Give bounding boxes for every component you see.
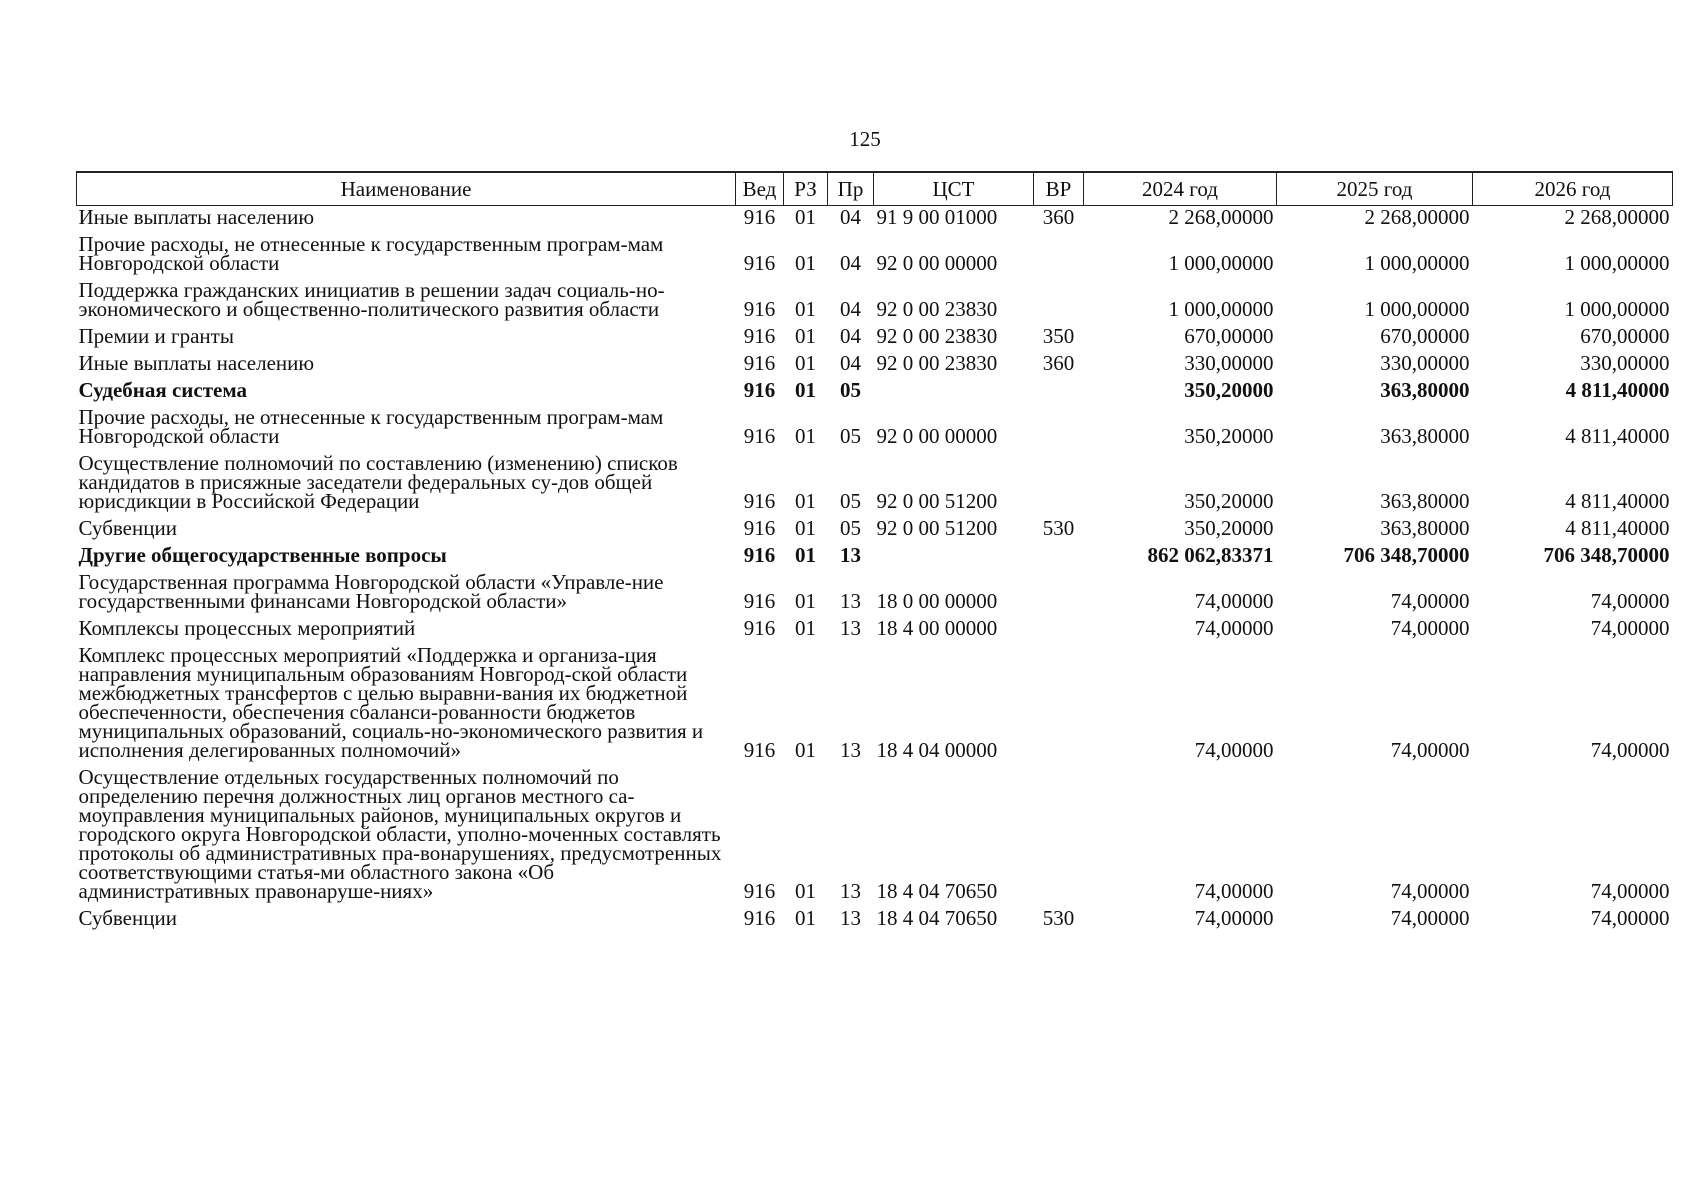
row-name: Прочие расходы, не отнесенные к государственным програм-мам Новгородской области	[78, 232, 664, 275]
header-2024: 2024 год	[1084, 172, 1277, 206]
row-2024: 350,20000	[1184, 489, 1274, 513]
table-row	[77, 617, 1673, 644]
row-cst: 92 0 00 23830	[876, 297, 998, 321]
row-vr	[1034, 279, 1084, 325]
row-pr: 13	[840, 616, 861, 640]
row-ved: 916	[743, 297, 776, 321]
row-pr: 13	[840, 543, 861, 567]
row-ved: 916	[743, 424, 776, 448]
row-rz: 01	[795, 906, 816, 930]
row-vr: 350	[1042, 324, 1075, 348]
row-2024: 862 062,83371	[1147, 543, 1274, 567]
row-name: Судебная система	[78, 378, 248, 402]
table-header-row	[77, 172, 1673, 206]
header-2026: 2026 год	[1473, 172, 1673, 206]
row-pr: 05	[840, 424, 861, 448]
row-2025: 363,80000	[1380, 424, 1470, 448]
row-rz: 01	[795, 424, 816, 448]
table-row	[77, 206, 1673, 234]
row-2026: 74,00000	[1590, 589, 1670, 613]
row-2024: 74,00000	[1194, 879, 1274, 903]
row-rz: 01	[795, 543, 816, 567]
row-rz: 01	[795, 324, 816, 348]
row-rz: 01	[795, 879, 816, 903]
header-vr: ВР	[1034, 172, 1084, 206]
row-cst: 18 4 04 70650	[876, 879, 998, 903]
row-2024: 1 000,00000	[1168, 297, 1274, 321]
row-cst: 92 0 00 00000	[876, 251, 998, 275]
row-2025: 74,00000	[1390, 879, 1470, 903]
row-2026: 706 348,70000	[1543, 543, 1670, 567]
row-2025: 1 000,00000	[1364, 297, 1470, 321]
row-vr	[1034, 571, 1084, 617]
row-vr	[1034, 544, 1084, 571]
row-name: Осуществление полномочий по составлению (изменению) списков кандидатов в присяжные заседатели федеральных су-дов общей юрисдикции в Российской Федерации	[78, 451, 678, 513]
row-name: Иные выплаты населению	[78, 205, 315, 229]
row-2024: 350,20000	[1184, 516, 1274, 540]
row-ved: 916	[743, 251, 776, 275]
row-cst: 92 0 00 00000	[876, 424, 998, 448]
table-row	[77, 571, 1673, 617]
header-rz: РЗ	[784, 172, 828, 206]
row-name: Субвенции	[78, 516, 177, 540]
row-rz: 01	[795, 351, 816, 375]
row-2026: 74,00000	[1590, 616, 1670, 640]
row-pr: 13	[840, 879, 861, 903]
row-2026: 4 811,40000	[1565, 489, 1670, 513]
header-pr: Пр	[828, 172, 874, 206]
table-row	[77, 517, 1673, 544]
row-pr: 04	[840, 297, 861, 321]
row-pr: 13	[840, 738, 861, 762]
row-name: Комплексы процессных мероприятий	[78, 616, 416, 640]
row-cst	[874, 544, 1034, 571]
row-vr	[1034, 379, 1084, 406]
row-2024: 74,00000	[1194, 616, 1274, 640]
header-name: Наименование	[77, 172, 736, 206]
row-vr	[1034, 644, 1084, 766]
row-cst: 18 4 04 70650	[876, 906, 998, 930]
page-number: 125	[849, 127, 881, 151]
row-pr: 13	[840, 906, 861, 930]
table-row	[77, 907, 1673, 934]
row-pr: 04	[840, 351, 861, 375]
row-cst: 92 0 00 51200	[876, 489, 998, 513]
table-body	[77, 206, 1673, 935]
row-2025: 74,00000	[1390, 738, 1470, 762]
row-2026: 74,00000	[1590, 738, 1670, 762]
row-pr: 04	[840, 251, 861, 275]
header-2025: 2025 год	[1277, 172, 1473, 206]
table-row	[77, 352, 1673, 379]
row-2026: 2 268,00000	[1564, 205, 1670, 229]
row-cst: 18 4 04 00000	[876, 738, 998, 762]
row-pr: 05	[840, 378, 861, 402]
table-row	[77, 544, 1673, 571]
table-row	[77, 644, 1673, 766]
row-2026: 74,00000	[1590, 879, 1670, 903]
row-name: Премии и гранты	[78, 324, 234, 348]
row-rz: 01	[795, 205, 816, 229]
row-name: Прочие расходы, не отнесенные к государственным програм-мам Новгородской области	[78, 405, 664, 448]
row-2024: 74,00000	[1194, 906, 1274, 930]
row-ved: 916	[743, 543, 776, 567]
row-pr: 05	[840, 489, 861, 513]
row-name: Комплекс процессных мероприятий «Поддержка и организа-ция направления муниципальным образованиям Новгород-ской области межбюджетных трансфертов с целью выравни-вания их бюджетной обеспеченности, обеспечения сбаланси-рованности бюджетов муниципальных образований, социаль-но-экономического развития и исполнения делегированных полномочий»	[78, 643, 704, 762]
row-2026: 4 811,40000	[1565, 424, 1670, 448]
row-rz: 01	[795, 378, 816, 402]
row-rz: 01	[795, 516, 816, 540]
row-vr: 530	[1042, 516, 1075, 540]
row-2025: 1 000,00000	[1364, 251, 1470, 275]
budget-table	[76, 171, 1673, 934]
row-2025: 74,00000	[1390, 906, 1470, 930]
row-ved: 916	[743, 324, 776, 348]
row-vr	[1034, 452, 1084, 517]
row-rz: 01	[795, 251, 816, 275]
row-cst	[874, 379, 1034, 406]
row-name: Субвенции	[78, 906, 177, 930]
row-name: Государственная программа Новгородской области «Управле-ние государственными финансами Новгородской области»	[78, 570, 664, 613]
row-vr	[1034, 766, 1084, 907]
row-ved: 916	[743, 879, 776, 903]
row-2026: 74,00000	[1590, 906, 1670, 930]
row-2026: 4 811,40000	[1565, 516, 1670, 540]
row-rz: 01	[795, 489, 816, 513]
row-rz: 01	[795, 297, 816, 321]
row-2025: 330,00000	[1380, 351, 1470, 375]
row-2026: 670,00000	[1580, 324, 1670, 348]
table-row	[77, 406, 1673, 452]
row-2024: 1 000,00000	[1168, 251, 1274, 275]
row-cst: 92 0 00 23830	[876, 324, 998, 348]
table-row	[77, 766, 1673, 907]
row-name: Другие общегосударственные вопросы	[78, 543, 447, 567]
table-row	[77, 279, 1673, 325]
row-ved: 916	[743, 589, 776, 613]
header-cst: ЦСТ	[874, 172, 1034, 206]
row-rz: 01	[795, 738, 816, 762]
table-row	[77, 233, 1673, 279]
row-ved: 916	[743, 378, 776, 402]
row-2025: 74,00000	[1390, 589, 1470, 613]
row-2026: 4 811,40000	[1565, 378, 1670, 402]
row-ved: 916	[743, 205, 776, 229]
row-vr	[1034, 233, 1084, 279]
row-cst: 18 4 00 00000	[876, 616, 998, 640]
table-row	[77, 379, 1673, 406]
row-name: Поддержка гражданских инициатив в решении задач социаль-но-экономического и общественно-политического развития области	[78, 278, 665, 321]
row-2025: 363,80000	[1380, 516, 1470, 540]
row-2025: 706 348,70000	[1343, 543, 1470, 567]
row-ved: 916	[743, 489, 776, 513]
row-ved: 916	[743, 906, 776, 930]
table-row	[77, 452, 1673, 517]
row-vr: 360	[1042, 351, 1075, 375]
row-2025: 670,00000	[1380, 324, 1470, 348]
row-2024: 330,00000	[1184, 351, 1274, 375]
header-ved: Вед	[736, 172, 784, 206]
row-ved: 916	[743, 351, 776, 375]
row-name: Осуществление отдельных государственных полномочий по определению перечня должностных лиц органов местного са-моуправления муниципальных районов, муниципальных округов и городского округа Новгородской области, уполно-моченных составлять протоколы об административных пра-вонарушениях, предусмотренных соответствующими статья-ми областного закона «Об административных правонаруше-ниях»	[78, 765, 722, 903]
row-cst: 91 9 00 01000	[876, 205, 998, 229]
row-cst: 92 0 00 23830	[876, 351, 998, 375]
row-pr: 04	[840, 205, 861, 229]
row-pr: 13	[840, 589, 861, 613]
row-2026: 1 000,00000	[1564, 251, 1670, 275]
row-cst: 92 0 00 51200	[876, 516, 998, 540]
row-ved: 916	[743, 738, 776, 762]
row-rz: 01	[795, 616, 816, 640]
row-rz: 01	[795, 589, 816, 613]
row-ved: 916	[743, 616, 776, 640]
row-vr: 530	[1042, 906, 1075, 930]
row-2025: 74,00000	[1390, 616, 1470, 640]
row-2024: 74,00000	[1194, 589, 1274, 613]
table-row	[77, 325, 1673, 352]
row-2024: 74,00000	[1194, 738, 1274, 762]
row-2024: 670,00000	[1184, 324, 1274, 348]
row-cst: 18 0 00 00000	[876, 589, 998, 613]
row-2026: 330,00000	[1580, 351, 1670, 375]
row-vr: 360	[1042, 205, 1075, 229]
row-2025: 363,80000	[1380, 489, 1470, 513]
row-vr	[1034, 406, 1084, 452]
row-2025: 363,80000	[1380, 378, 1470, 402]
row-2024: 350,20000	[1184, 424, 1274, 448]
row-pr: 05	[840, 516, 861, 540]
row-name: Иные выплаты населению	[78, 351, 315, 375]
row-2025: 2 268,00000	[1364, 205, 1470, 229]
row-vr	[1034, 617, 1084, 644]
row-2024: 350,20000	[1184, 378, 1274, 402]
row-2024: 2 268,00000	[1168, 205, 1274, 229]
row-ved: 916	[743, 516, 776, 540]
row-2026: 1 000,00000	[1564, 297, 1670, 321]
row-pr: 04	[840, 324, 861, 348]
